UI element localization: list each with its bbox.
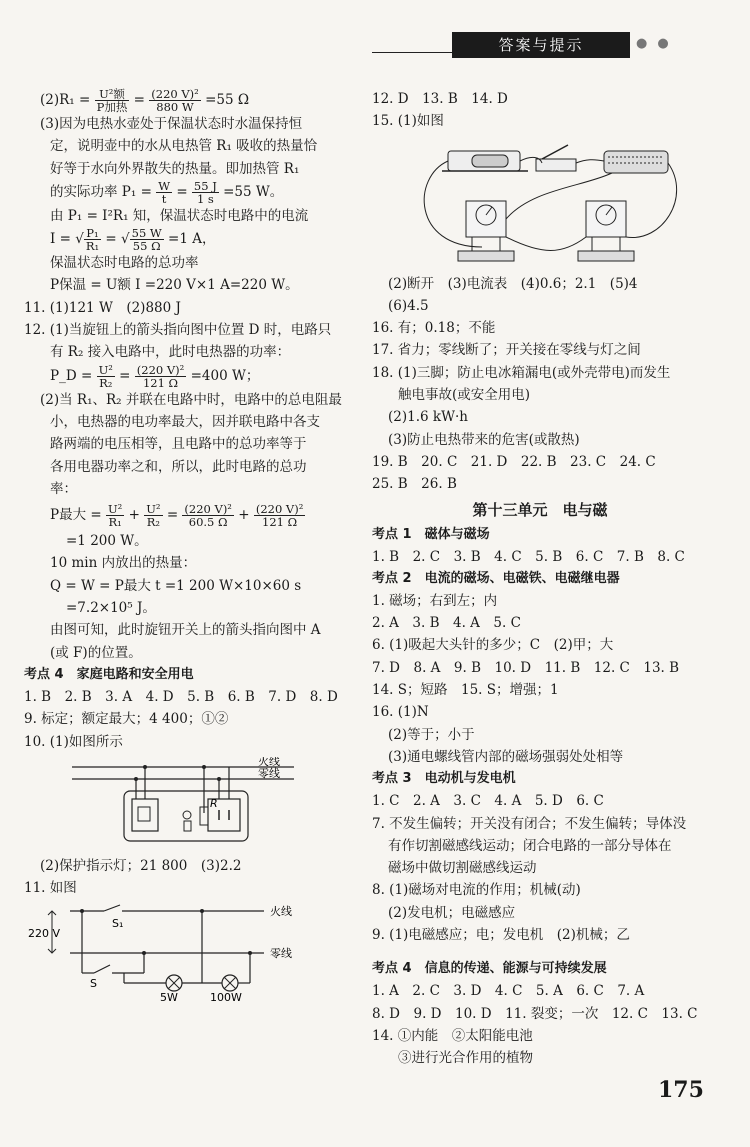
answer-line: =1 200 W。 <box>66 533 148 550</box>
answer-line: (3)通电螺线管内部的磁场强弱处处相等 <box>388 748 624 765</box>
answer-line: 由 P₁ = I²R₁ 知，保温状态时电路中的电流 <box>50 207 309 224</box>
answer-line: I = √ $\frac{\text{P₁}}{\text{R₁}}$ = √ $\frac{55 W}{55 \Omega}$ =1 A， <box>50 226 216 254</box>
answer-line: 小，电热器的电功率最大，因并联电路中各支 <box>50 413 320 430</box>
answer-line: P最大 = $\frac{\text{U²}}{\text{R₁}}$ + $\frac{\text{U²}}{\text{R₂}}$ = $\frac{\text{(220 V)²}}{60.5 \Omega}$ + $\frac{\text{(220 V)²}}{121 \Omega}$ <box>50 502 304 530</box>
answer-line: 14. S；短路 15. S；增强；1 <box>372 682 559 699</box>
svg-text:零线: 零线 <box>270 947 292 961</box>
answer-line: (2)等于；小于 <box>388 726 475 743</box>
answer-line: 6. (1)吸起大头针的多少；C (2)甲；大 <box>372 637 614 654</box>
answer-line: P_D = $\frac{\text{U²}}{\text{R₂}}$ = $\frac{\text{(220 V)²}}{121 \Omega}$ =400 W； <box>50 362 260 390</box>
answer-line: 路两端的电压相等，且电路中的总功率等于 <box>50 436 307 453</box>
answer-line: 18. (1)三脚；防止电冰箱漏电(或外壳带电)而发生 <box>372 364 671 381</box>
answer-line: (2)保护指示灯；21 800 (3)2.2 <box>40 857 242 874</box>
answer-line: 8. (1)磁场对电流的作用；机械(动) <box>372 882 581 899</box>
answer-line: 1. 磁场；右到左；内 <box>372 592 498 609</box>
answer-line: 1. B 2. B 3. A 4. D 5. B 6. B 7. D 8. D <box>24 688 338 705</box>
answer-line: 磁场中做切割磁感线运动 <box>388 860 537 877</box>
answer-line: 10. (1)如图所示 <box>24 733 123 750</box>
answer-line: (6)4.5 <box>388 297 429 314</box>
answer-line: 14. ①内能 ②太阳能电池 <box>372 1027 533 1044</box>
answer-line: (3)因为电热水壶处于保温状态时水温保持恒 <box>40 116 303 132</box>
page-number: 175 <box>658 1077 704 1103</box>
household-circuit-diagram <box>24 757 324 849</box>
svg-text:S: S <box>90 977 97 991</box>
answer-line: (或 F)的位置。 <box>50 644 142 661</box>
answer-line: 保温状态时电路的总功率 <box>50 255 199 272</box>
answer-line: 15. (1)如图 <box>372 113 444 130</box>
section-title: 考点 3 电动机与发电机 <box>372 771 516 787</box>
answer-line: 率： <box>50 480 77 497</box>
answer-line: 1. C 2. A 3. C 4. A 5. D 6. C <box>372 793 604 810</box>
answer-line: 19. B 20. C 21. D 22. B 23. C 24. C <box>372 453 656 470</box>
answer-line: 1. A 2. C 3. D 4. C 5. A 6. C 7. A <box>372 983 645 1000</box>
section-title: 考点 2 电流的磁场、电磁铁、电磁继电器 <box>372 570 620 586</box>
answer-line: Q = W = P最大 t =1 200 W×10×60 s <box>50 577 302 594</box>
answer-line: 触电事故(或安全用电) <box>398 387 531 404</box>
section-title: 考点 1 磁体与磁场 <box>372 526 490 542</box>
answer-line: 由图可知，此时旋钮开关上的箭头指向图中 A <box>50 622 321 639</box>
answer-line: 9. 标定；额定最大；4 400；①② <box>24 711 229 728</box>
svg-text:火线: 火线 <box>258 756 280 768</box>
svg-text:R: R <box>210 796 218 810</box>
answer-line: 16. (1)N <box>372 704 429 721</box>
spacer <box>372 946 708 958</box>
answer-line: 1. B 2. C 3. B 4. C 5. B 6. C 7. B 8. C <box>372 548 685 565</box>
answer-line: 定，说明壶中的水从电热管 R₁ 吸收的热量恰 <box>50 138 318 155</box>
answer-line: 12. (1)当旋钮上的箭头指向图中位置 D 时，电路只 <box>24 322 332 339</box>
answer-line: 8. D 9. D 10. D 11. 裂变；一次 12. C 13. C <box>372 1005 698 1022</box>
answer-line: ③进行光合作用的植物 <box>398 1050 533 1067</box>
answer-line: 7. 不发生偏转；开关没有闭合；不发生偏转；导体没 <box>372 815 687 832</box>
answer-line: 有作切割磁感线运动；闭合电路的一部分导体在 <box>388 837 672 854</box>
svg-text:5W: 5W <box>160 991 178 1004</box>
svg-text:零线: 零线 <box>258 766 280 780</box>
answer-line: 好等于水向外界散失的热量。即加热管 R₁ <box>50 160 300 177</box>
answer-line: 16. 有；0.18；不能 <box>372 320 496 337</box>
left-column <box>24 88 356 1009</box>
answer-line: (3)防止电热带来的危害(或散热) <box>388 431 580 448</box>
answer-line: (2)1.6 kW·h <box>388 409 468 426</box>
answer-line: 的实际功率 P₁ = $\frac{W}{t}$ = $\frac{55 J}{1 s}$ =55 W。 <box>50 178 284 206</box>
lab-apparatus-diagram <box>372 137 702 267</box>
answer-line: 11. 如图 <box>24 880 77 897</box>
answer-line: (2)发电机；电磁感应 <box>388 904 516 921</box>
answer-line: (2)R₁ = $\frac{\text{U²额}}{\text{P加热}}$ = $\frac{\text{(220 V)²}}{880 W}$ =55 Ω <box>40 87 250 114</box>
svg-text:100W: 100W <box>210 991 242 1004</box>
right-column <box>372 88 708 1070</box>
lamp-switch-circuit-diagram <box>24 903 324 1003</box>
answer-line: 2. A 3. B 4. A 5. C <box>372 615 521 632</box>
decorative-dots-icon: ●● <box>636 36 679 51</box>
svg-text:S₁: S₁ <box>112 917 124 931</box>
answer-line: 各用电器功率之和，所以，此时电路的总功 <box>50 458 307 475</box>
header-rule <box>372 52 452 53</box>
answer-line: 9. (1)电磁感应；电；发电机 (2)机械；乙 <box>372 927 630 944</box>
section-title: 考点 4 信息的传递、能源与可持续发展 <box>372 961 607 977</box>
svg-text:火线: 火线 <box>270 905 292 919</box>
header-banner: 答案与提示 <box>452 32 630 58</box>
answer-line: 12. D 13. B 14. D <box>372 91 508 107</box>
section-title: 考点 4 家庭电路和安全用电 <box>24 666 194 682</box>
svg-text:220 V: 220 V <box>28 927 61 941</box>
answer-line: (2)断开 (3)电流表 (4)0.6；2.1 (5)4 <box>388 275 638 292</box>
answer-line: 25. B 26. B <box>372 476 457 493</box>
answer-line: =7.2×10⁵ J。 <box>66 600 156 617</box>
answer-line: P保温 = U额 I =220 V×1 A=220 W。 <box>50 277 299 294</box>
answer-line: 有 R₂ 接入电路中，此时电热器的功率： <box>50 344 291 361</box>
answer-line: 10 min 内放出的热量： <box>50 555 197 572</box>
answer-line: 17. 省力；零线断了；开关接在零线与灯之间 <box>372 342 641 359</box>
answer-line: 11. (1)121 W (2)880 J <box>24 299 181 316</box>
answer-line: 7. D 8. A 9. B 10. D 11. B 12. C 13. B <box>372 659 680 676</box>
answer-line: (2)当 R₁、R₂ 并联在电路中时，电路中的总电阻最 <box>40 391 342 408</box>
unit-title: 第十三单元 电与磁 <box>472 500 608 519</box>
